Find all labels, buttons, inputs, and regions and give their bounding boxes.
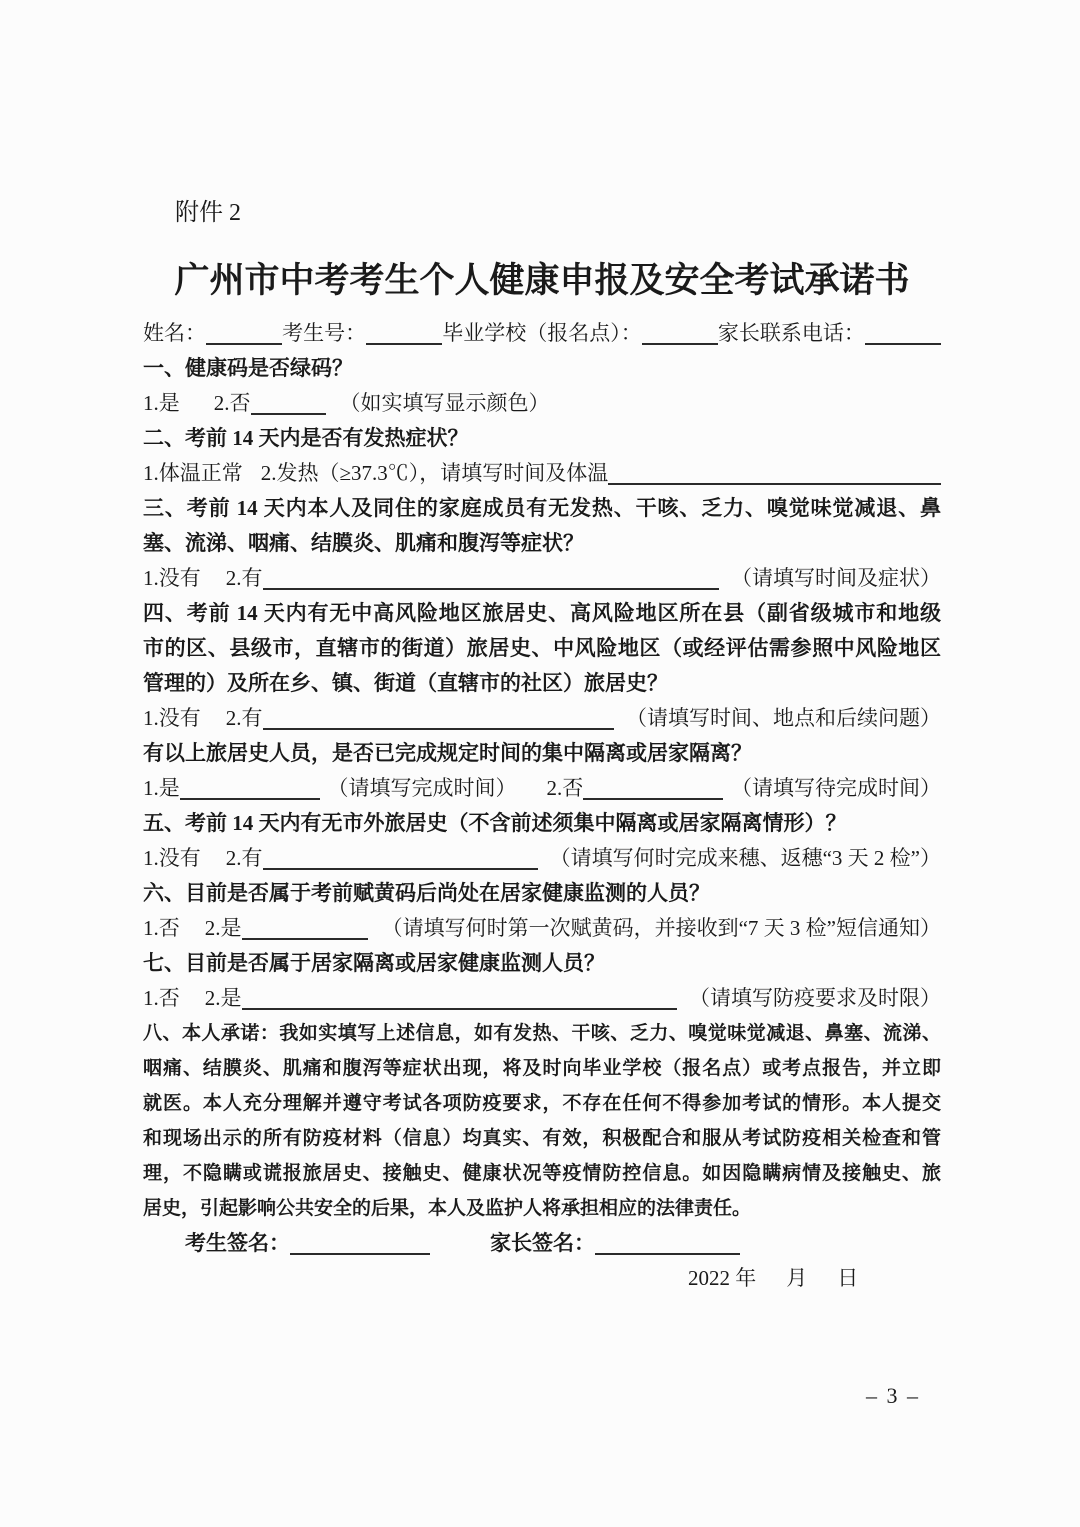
text-run: 家长签名：	[490, 1231, 595, 1255]
text-run: 1.是	[143, 391, 180, 415]
text-run: 1.体温正常	[143, 461, 243, 485]
text-run: 2.是	[204, 916, 242, 940]
blank-underline	[608, 461, 941, 485]
blank-underline	[263, 706, 615, 730]
blank-underline	[242, 986, 678, 1010]
q3-answer	[143, 561, 941, 596]
q6-heading	[143, 876, 941, 911]
text-run: 就医。本人充分理解并遵守考试各项防疫要求，不存在任何不得参加考试的情形。本人提交	[143, 1093, 941, 1114]
header-fields	[143, 316, 941, 351]
document-lines	[143, 316, 941, 1296]
date-line	[143, 1261, 941, 1296]
text-run: 1.没有	[143, 846, 201, 870]
text-run: 2.是	[204, 986, 242, 1010]
blank-underline	[180, 776, 320, 800]
text-run: （请填写防疫要求及时限）	[689, 986, 941, 1010]
blank-underline	[290, 1231, 430, 1255]
attachment-label: 附件 2	[175, 200, 241, 226]
text-run: 1.否	[143, 916, 180, 940]
q5-answer	[143, 841, 941, 876]
document-content	[143, 0, 941, 1296]
text-run: 2.发热（≥37.3℃），请填写时间及体温	[260, 461, 609, 485]
text-run: 月	[786, 1266, 808, 1290]
text-run: 2.有	[225, 846, 263, 870]
text-run: （请填写完成时间）	[327, 776, 517, 800]
text-run: 2.有	[225, 706, 263, 730]
text-run: 理，不隐瞒或谎报旅居史、接触史、健康状况等疫情防控信息。如因隐瞒病情及接触史、旅	[143, 1163, 941, 1184]
text-run: 居史，引起影响公共安全的后果，本人及监护人将承担相应的法律责任。	[143, 1198, 752, 1219]
q8-commitment-line5	[143, 1156, 941, 1191]
text-run: 管理的）及所在乡、镇、街道（直辖市的社区）旅居史？	[143, 671, 668, 695]
q8-commitment-line6	[143, 1191, 941, 1226]
q6-answer	[143, 911, 941, 946]
text-run: 一、健康码是否绿码？	[143, 356, 353, 380]
text-run: 日	[837, 1266, 859, 1290]
text-run: 八、本人承诺：我如实填写上述信息，如有发热、干咳、乏力、嗅觉味觉减退、鼻塞、流涕、	[143, 1023, 941, 1044]
q8-commitment-line2	[143, 1051, 941, 1086]
text-run: （请填写时间、地点和后续问题）	[626, 706, 941, 730]
blank-underline	[206, 321, 282, 345]
text-run: 1.否	[143, 986, 180, 1010]
blank-underline	[583, 776, 723, 800]
q4-answer	[143, 701, 941, 736]
q4-heading-line3	[143, 666, 941, 701]
blank-underline	[595, 1231, 740, 1255]
q1-heading	[143, 351, 941, 386]
text-run: （请填写何时完成来穗、返穗“3 天 2 检”）	[549, 846, 941, 870]
blank-underline	[642, 321, 718, 345]
text-run: 毕业学校（报名点）：	[442, 321, 642, 345]
text-run: 咽痛、结膜炎、肌痛和腹泻等症状出现，将及时向毕业学校（报名点）或考点报告，并立即	[143, 1058, 941, 1079]
q7-heading	[143, 946, 941, 981]
q3-heading-line1	[143, 491, 941, 526]
text-run: 考生签名：	[185, 1231, 290, 1255]
q2-answer	[143, 456, 941, 491]
q2-heading	[143, 421, 941, 456]
blank-underline	[366, 321, 442, 345]
text-run: （如实填写显示颜色）	[339, 391, 550, 415]
text-run: （请填写时间及症状）	[731, 566, 941, 590]
blank-underline	[242, 916, 368, 940]
text-run: 1.没有	[143, 566, 201, 590]
q8-commitment-line4	[143, 1121, 941, 1156]
blank-underline	[251, 391, 326, 415]
text-run: 四、考前 14 天内有无中高风险地区旅居史、高风险地区所在县（副省级城市和地级	[143, 601, 941, 625]
text-run: 考生号：	[282, 321, 367, 345]
text-run: （请填写何时第一次赋黄码，并接收到“7 天 3 检”短信通知）	[381, 916, 941, 940]
q8-commitment-line3	[143, 1086, 941, 1121]
blank-underline	[263, 846, 538, 870]
text-run: 2.否	[546, 776, 584, 800]
text-run: 家长联系电话：	[717, 321, 865, 345]
text-run: 二、考前 14 天内是否有发热症状？	[143, 426, 469, 450]
text-run: 市的区、县级市，直辖市的街道）旅居史、中风险地区（或经评估需参照中风险地区	[143, 636, 941, 660]
q5-heading	[143, 806, 941, 841]
text-run: 五、考前 14 天内有无市外旅居史（不含前述须集中隔离或居家隔离情形）？	[143, 811, 847, 835]
text-run: 2.有	[225, 566, 263, 590]
text-run: 1.是	[143, 776, 180, 800]
q7-answer	[143, 981, 941, 1016]
text-run: 1.没有	[143, 706, 201, 730]
text-run: 和现场出示的所有防疫材料（信息）均真实、有效，积极配合和服从考试防疫相关检查和管	[143, 1128, 941, 1149]
q1-answer	[143, 386, 941, 421]
text-run: 六、目前是否属于考前赋黄码后尚处在居家健康监测的人员？	[143, 881, 710, 905]
q4-sub-answer	[143, 771, 941, 806]
text-run: 2.否	[213, 391, 251, 415]
text-run: 2022 年	[688, 1266, 757, 1290]
text-run: 三、考前 14 天内本人及同住的家庭成员有无发热、干咳、乏力、嗅觉味觉减退、鼻	[143, 496, 941, 520]
page-number: – 3 –	[866, 1383, 920, 1408]
q4-heading-line2	[143, 631, 941, 666]
q4-heading-line1	[143, 596, 941, 631]
blank-underline	[263, 566, 720, 590]
signature-line	[143, 1226, 941, 1261]
text-run: 有以上旅居史人员，是否已完成规定时间的集中隔离或居家隔离？	[143, 741, 752, 765]
q3-heading-line2	[143, 526, 941, 561]
blank-underline	[865, 321, 941, 345]
text-run: 姓名：	[143, 321, 206, 345]
q8-commitment-line1	[143, 1016, 941, 1051]
text-run: 塞、流涕、咽痛、结膜炎、肌痛和腹泻等症状？	[143, 531, 584, 555]
text-run: 七、目前是否属于居家隔离或居家健康监测人员？	[143, 951, 605, 975]
document-title: 广州市中考考生个人健康申报及安全考试承诺书	[174, 261, 910, 300]
q4-subquestion	[143, 736, 941, 771]
text-run: （请填写待完成时间）	[731, 776, 941, 800]
